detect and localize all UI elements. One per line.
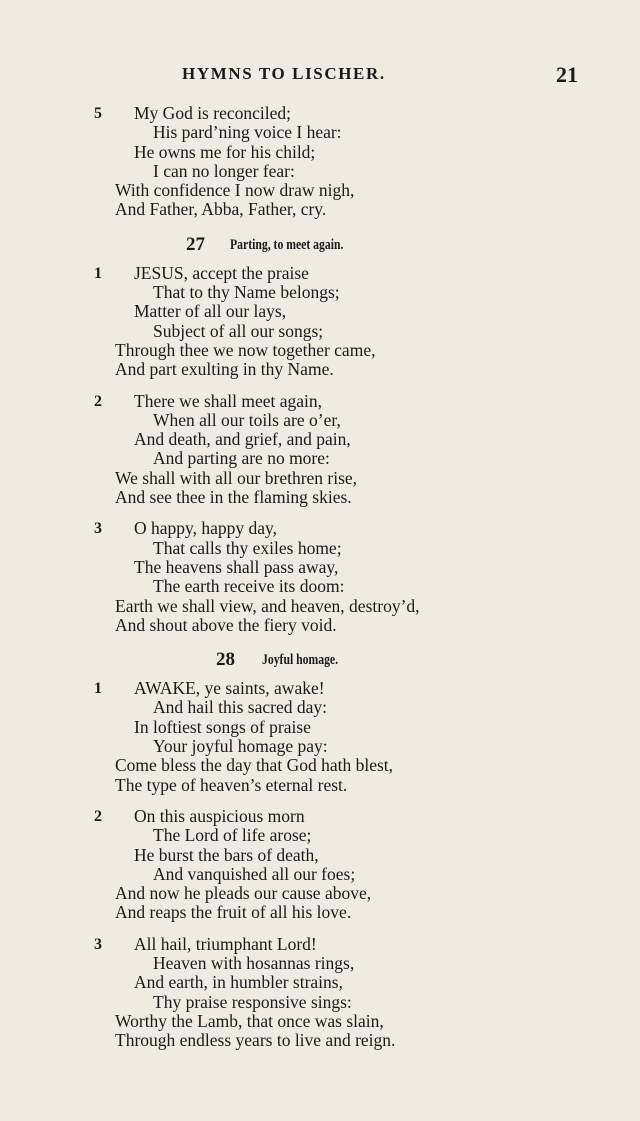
verse-line-row xyxy=(0,954,640,973)
verse-line-row xyxy=(0,449,640,468)
verse-line: There we shall meet again, xyxy=(134,390,323,411)
stanza xyxy=(0,392,640,508)
verse-line-row xyxy=(0,430,640,449)
verse-line: We shall with all our brethren rise, xyxy=(115,467,358,488)
verse-line: When all our toils are o’er, xyxy=(153,409,341,430)
stanza-number: 3 xyxy=(94,935,102,953)
verse-line: And part exulting in thy Name. xyxy=(115,359,334,380)
verse-line: Through thee we now together came, xyxy=(115,339,376,360)
verse-line: And reaps the fruit of all his love. xyxy=(115,902,352,923)
verse-line: All hail, triumphant Lord! xyxy=(134,933,317,954)
verse-line: Earth we shall view, and heaven, destroy’d, xyxy=(115,595,420,616)
stanza-number: 2 xyxy=(94,392,102,410)
hymn-body xyxy=(0,104,640,1062)
verse-line: The earth receive its doom: xyxy=(153,576,345,597)
verse-line: And parting are no more: xyxy=(153,448,330,469)
hymn-title: Parting, to meet again. xyxy=(230,236,344,253)
stanza-number: 1 xyxy=(94,264,102,282)
verse-line-row xyxy=(0,616,640,635)
verse-line: Matter of all our lays, xyxy=(134,301,287,322)
verse-line: And see thee in the flaming skies. xyxy=(115,487,352,508)
verse-line-row xyxy=(0,104,640,123)
hymn-number: 27 xyxy=(186,233,205,255)
stanza xyxy=(0,935,640,1051)
verse-line: The Lord of life arose; xyxy=(153,825,312,846)
verse-line-row xyxy=(0,200,640,219)
verse-line-row xyxy=(0,143,640,162)
hymn-number: 28 xyxy=(216,649,235,671)
hymn-title: Joyful homage. xyxy=(262,652,339,669)
verse-line-row xyxy=(0,360,640,379)
verse-line-row xyxy=(0,392,640,411)
verse-line: Come bless the day that God hath blest, xyxy=(115,755,394,776)
verse-line-row xyxy=(0,577,640,596)
stanza-number: 2 xyxy=(94,807,102,825)
verse-line: In loftiest songs of praise xyxy=(134,716,311,737)
verse-line-row xyxy=(0,539,640,558)
verse-line: Your joyful homage pay: xyxy=(153,736,328,757)
stanza-number: 3 xyxy=(94,520,102,538)
verse-line: And vanquished all our foes; xyxy=(153,863,356,884)
verse-line: Heaven with hosannas rings, xyxy=(153,952,355,973)
verse-line: That calls thy exiles home; xyxy=(153,537,342,558)
verse-line: My God is reconciled; xyxy=(134,103,291,123)
verse-line: And shout above the fiery void. xyxy=(115,614,337,635)
verse-line: The heavens shall pass away, xyxy=(134,556,339,577)
verse-line: The type of heaven’s eternal rest. xyxy=(115,774,348,795)
verse-line-row xyxy=(0,322,640,341)
verse-line: And death, and grief, and pain, xyxy=(134,429,351,450)
verse-line-row xyxy=(0,737,640,756)
verse-line-row xyxy=(0,123,640,142)
verse-line-row xyxy=(0,488,640,507)
verse-line-row xyxy=(0,1012,640,1031)
verse-line-row xyxy=(0,807,640,826)
verse-line-row xyxy=(0,884,640,903)
stanza xyxy=(0,104,640,220)
verse-line-row xyxy=(0,973,640,992)
hymn-heading xyxy=(0,232,640,258)
verse-line-row xyxy=(0,903,640,922)
verse-line: JESUS, accept the praise xyxy=(134,262,309,283)
stanza-number: 5 xyxy=(94,105,102,122)
verse-line: On this auspicious morn xyxy=(134,805,305,826)
verse-line-row xyxy=(0,698,640,717)
verse-line-row xyxy=(0,597,640,616)
verse-line-row xyxy=(0,776,640,795)
verse-line-row xyxy=(0,181,640,200)
verse-line: Worthy the Lamb, that once was slain, xyxy=(115,1010,384,1031)
verse-line-row xyxy=(0,341,640,360)
stanza xyxy=(0,807,640,923)
verse-line: He owns me for his child; xyxy=(134,141,316,162)
hymn-heading xyxy=(0,647,640,673)
verse-line-row xyxy=(0,162,640,181)
verse-line-row xyxy=(0,718,640,737)
verse-line: And now he pleads our cause above, xyxy=(115,883,372,904)
verse-line-row xyxy=(0,264,640,283)
verse-line-row xyxy=(0,679,640,698)
verse-line-row xyxy=(0,865,640,884)
verse-line: Subject of all our songs; xyxy=(153,320,324,341)
stanza-number: 1 xyxy=(94,680,102,698)
verse-line: Through endless years to live and reign. xyxy=(115,1030,396,1051)
stanza xyxy=(0,679,640,795)
verse-line: AWAKE, ye saints, awake! xyxy=(134,678,325,699)
verse-line-row xyxy=(0,846,640,865)
verse-line-row xyxy=(0,993,640,1012)
verse-line-row xyxy=(0,1031,640,1050)
verse-line-row xyxy=(0,519,640,538)
stanza xyxy=(0,519,640,635)
running-title: HYMNS TO LISCHER. xyxy=(182,64,386,83)
verse-line-row xyxy=(0,756,640,775)
verse-line: With confidence I now draw nigh, xyxy=(115,180,355,201)
verse-line: I can no longer fear: xyxy=(153,160,295,181)
verse-line: And earth, in humbler strains, xyxy=(134,972,343,993)
verse-line: Thy praise responsive sings: xyxy=(153,991,352,1012)
verse-line: His pard’ning voice I hear: xyxy=(153,122,342,143)
verse-line: That to thy Name belongs; xyxy=(153,282,340,303)
verse-line-row xyxy=(0,302,640,321)
page-number: 21 xyxy=(556,62,578,87)
verse-line-row xyxy=(0,411,640,430)
verse-line: O happy, happy day, xyxy=(134,518,278,539)
verse-line: And hail this sacred day: xyxy=(153,697,327,718)
verse-line-row xyxy=(0,935,640,954)
running-header xyxy=(0,64,640,94)
verse-line: And Father, Abba, Father, cry. xyxy=(115,199,327,220)
stanza xyxy=(0,264,640,380)
verse-line-row xyxy=(0,283,640,302)
verse-line-row xyxy=(0,826,640,845)
verse-line: He burst the bars of death, xyxy=(134,844,319,865)
verse-line-row xyxy=(0,558,640,577)
verse-line-row xyxy=(0,469,640,488)
